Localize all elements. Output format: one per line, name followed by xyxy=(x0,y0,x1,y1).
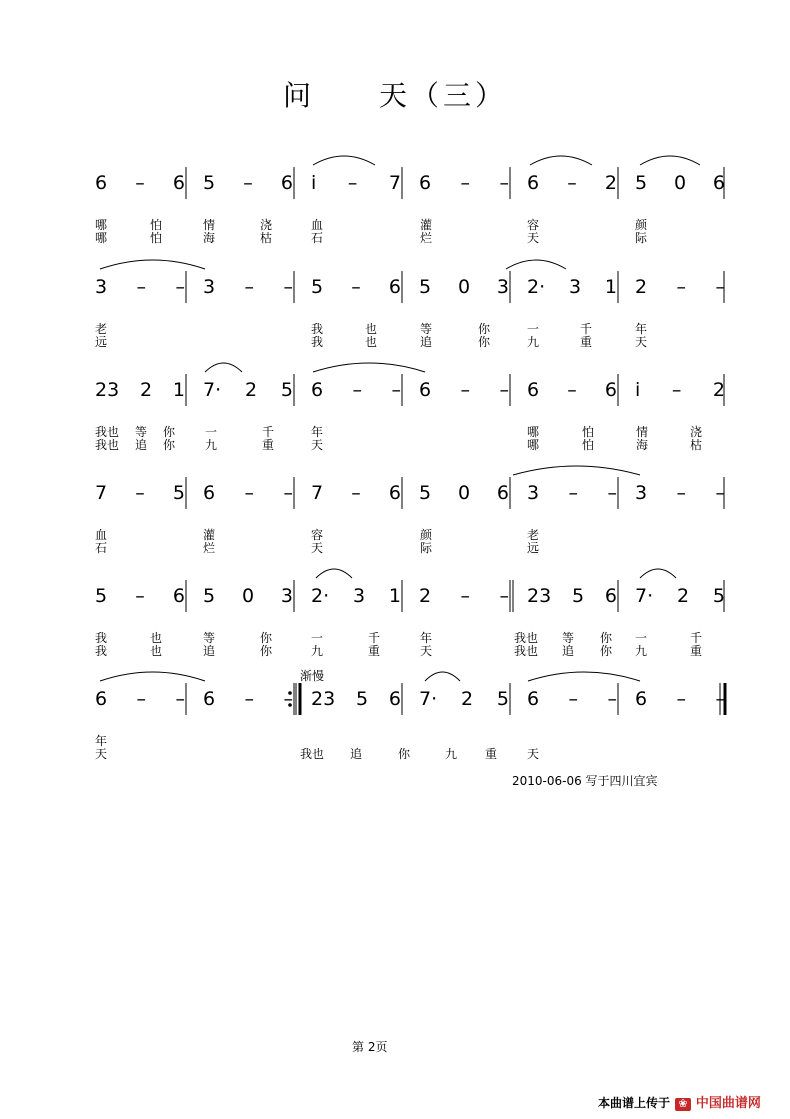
lyric-syllable: 哪 xyxy=(95,231,108,245)
note: – xyxy=(244,482,255,504)
measure xyxy=(203,484,293,503)
note: – xyxy=(715,482,725,504)
measure xyxy=(527,484,617,503)
note: – xyxy=(283,482,293,504)
lyric-syllable: 容 xyxy=(527,218,540,232)
footer-brand-name: 中国曲谱网 xyxy=(695,1095,761,1110)
note: 23 xyxy=(95,379,120,401)
lyric-syllable: 灌 xyxy=(203,528,216,542)
tie-arc xyxy=(313,156,375,165)
note: – xyxy=(607,482,617,504)
note: – xyxy=(136,276,147,298)
note: 7· xyxy=(419,688,438,710)
note: 6 xyxy=(527,688,540,710)
note: 0 xyxy=(457,482,471,504)
measure xyxy=(635,690,725,709)
tie-arc xyxy=(316,569,352,578)
note: – xyxy=(460,585,471,607)
tie-arc xyxy=(513,466,640,475)
note: 6 xyxy=(712,172,725,194)
brand-logo-icon: ❀ xyxy=(675,1098,690,1111)
tie-arc xyxy=(640,156,700,165)
lyric-syllable: 也 xyxy=(150,631,163,645)
lyric-syllable: 远 xyxy=(527,541,540,555)
lyric-syllable: 情 xyxy=(636,425,649,439)
note: 7· xyxy=(635,585,654,607)
lyric-syllable: 千 xyxy=(580,322,593,336)
lyric-syllable: 年 xyxy=(311,425,324,439)
lyric-syllable: 年 xyxy=(420,631,433,645)
lyric-syllable: 老 xyxy=(527,528,540,542)
measure xyxy=(635,484,725,503)
lyric-syllable: 哪 xyxy=(527,438,540,452)
note: 6 xyxy=(203,482,216,504)
lyric-syllable: 你 xyxy=(260,631,273,645)
lyric-syllable: 九 xyxy=(311,644,324,658)
note: 6 xyxy=(604,585,617,607)
tie-arc xyxy=(425,672,460,681)
lyric-syllable: 天 xyxy=(311,541,324,555)
measure xyxy=(311,484,401,503)
note: 5 xyxy=(712,585,725,607)
note: i xyxy=(635,379,641,401)
note: 6 xyxy=(388,482,401,504)
lyric-syllable: 怕 xyxy=(582,438,595,452)
note: 3 xyxy=(527,482,540,504)
tie-arc xyxy=(528,672,640,681)
lyric-syllable: 追 xyxy=(135,438,148,452)
tie-arc xyxy=(640,569,676,578)
lyric-syllable: 浇 xyxy=(260,218,273,232)
measure xyxy=(203,587,293,606)
lyric-syllable: 也 xyxy=(150,644,163,658)
lyric-syllable: 哪 xyxy=(95,218,108,232)
note: 6 xyxy=(388,276,401,298)
lyric-syllable: 我 xyxy=(311,335,324,349)
note: 2 xyxy=(140,379,153,401)
note: 5 xyxy=(95,585,108,607)
lyric-syllable: 际 xyxy=(420,541,433,555)
note: – xyxy=(607,688,617,710)
lyric-syllable: 重 xyxy=(368,644,381,658)
lyric-syllable: 血 xyxy=(311,218,324,232)
lyric-syllable: 怕 xyxy=(150,218,163,232)
measure xyxy=(203,690,293,709)
lyric-syllable: 天 xyxy=(635,335,648,349)
note: – xyxy=(715,276,725,298)
measure xyxy=(419,690,509,709)
lyric-syllable: 我也 xyxy=(514,644,539,658)
note: – xyxy=(283,276,293,298)
note: 6 xyxy=(527,379,540,401)
note: – xyxy=(135,482,145,504)
lyric-syllable: 我也 xyxy=(300,747,325,761)
measure xyxy=(527,587,617,606)
note: – xyxy=(135,585,145,607)
lyric-syllable: 际 xyxy=(635,231,648,245)
footer-upload-text: 本曲谱上传于 xyxy=(598,1096,671,1110)
note: – xyxy=(676,688,687,710)
note: 2 xyxy=(676,585,690,607)
note: 5 xyxy=(419,276,432,298)
lyric-syllable: 年 xyxy=(95,734,108,748)
lyric-syllable: 灌 xyxy=(420,218,433,232)
note: 5 xyxy=(203,585,216,607)
note: 6 xyxy=(527,172,540,194)
note: 3 xyxy=(352,585,366,607)
lyric-syllable: 怕 xyxy=(582,425,595,439)
note: 5 xyxy=(572,585,585,607)
note: 6 xyxy=(280,172,293,194)
note: – xyxy=(671,379,682,401)
note: 7· xyxy=(203,379,222,401)
note: 5 xyxy=(203,172,216,194)
lyric-syllable: 天 xyxy=(95,747,108,761)
note: 6 xyxy=(172,585,185,607)
lyric-syllable: 哪 xyxy=(527,425,540,439)
note: 2 xyxy=(712,379,725,401)
note: 5 xyxy=(419,482,432,504)
lyric-syllable: 一 xyxy=(635,631,648,645)
lyric-syllable: 九 xyxy=(635,644,648,658)
tie-arc xyxy=(313,363,425,372)
measure xyxy=(419,587,509,606)
measure xyxy=(527,690,617,709)
lyric-syllable: 远 xyxy=(95,335,108,349)
note: 2 xyxy=(635,276,648,298)
note: 5 xyxy=(496,688,509,710)
lyric-syllable: 天 xyxy=(311,438,324,452)
lyric-syllable: 天 xyxy=(527,231,540,245)
note: – xyxy=(499,379,509,401)
note: 3 xyxy=(95,276,108,298)
lyric-syllable: 烂 xyxy=(203,541,216,555)
note: – xyxy=(567,379,577,401)
note: – xyxy=(499,172,509,194)
note: i xyxy=(311,172,317,194)
note: 1 xyxy=(388,585,401,607)
lyric-syllable: 我也 xyxy=(95,425,120,439)
lyric-syllable: 你 xyxy=(600,631,613,645)
lyric-syllable: 九 xyxy=(205,438,218,452)
lyric-syllable: 老 xyxy=(95,322,108,336)
note: – xyxy=(135,172,145,194)
lyric-syllable: 等 xyxy=(562,631,575,645)
lyric-syllable: 我 xyxy=(95,631,108,645)
note: 6 xyxy=(388,688,401,710)
lyric-syllable: 海 xyxy=(203,231,216,245)
note: – xyxy=(351,482,361,504)
measure xyxy=(203,278,293,297)
lyric-syllable: 我也 xyxy=(514,631,539,645)
note: 23 xyxy=(311,688,336,710)
note: 6 xyxy=(604,379,617,401)
note: – xyxy=(460,379,471,401)
note: – xyxy=(460,172,471,194)
measure xyxy=(635,174,725,193)
measure xyxy=(419,174,509,193)
note: – xyxy=(243,172,253,194)
lyric-syllable: 我 xyxy=(311,322,324,336)
note: – xyxy=(568,688,579,710)
note: 2 xyxy=(604,172,617,194)
note: – xyxy=(676,276,687,298)
lyric-syllable: 重 xyxy=(485,747,498,761)
lyric-syllable: 一 xyxy=(205,425,218,439)
note: – xyxy=(136,688,147,710)
note: 2 xyxy=(244,379,258,401)
note: 5 xyxy=(635,172,648,194)
note: – xyxy=(567,172,577,194)
measure xyxy=(95,278,185,297)
lyric-syllable: 血 xyxy=(95,528,108,542)
note: 7 xyxy=(95,482,108,504)
lyric-syllable: 天 xyxy=(420,644,433,658)
lyric-syllable: 你 xyxy=(398,747,411,761)
lyric-syllable: 情 xyxy=(203,218,216,232)
lyric-syllable: 等 xyxy=(135,425,148,439)
note: 5 xyxy=(172,482,185,504)
measure xyxy=(635,278,725,297)
date-note: 2010-06-06 写于四川宜宾 xyxy=(512,774,658,788)
lyric-syllable: 追 xyxy=(203,644,216,658)
note: – xyxy=(175,688,185,710)
lyric-syllable: 我 xyxy=(95,644,108,658)
lyric-syllable: 你 xyxy=(478,322,491,336)
footer-upload[interactable] xyxy=(598,1096,761,1111)
lyric-syllable: 颜 xyxy=(635,218,648,232)
note: – xyxy=(244,688,255,710)
lyric-syllable: 追 xyxy=(420,335,433,349)
measure xyxy=(95,174,185,193)
note: 5 xyxy=(356,688,369,710)
measure xyxy=(95,690,185,709)
tempo-mark: 渐慢 xyxy=(300,669,325,683)
measure xyxy=(311,587,401,606)
measure xyxy=(419,381,509,400)
lyric-syllable: 重 xyxy=(690,644,703,658)
note: – xyxy=(244,276,255,298)
song-title: 问 天（三） xyxy=(282,79,507,112)
lyric-syllable: 你 xyxy=(163,438,176,452)
lyric-syllable: 九 xyxy=(527,335,540,349)
lyric-syllable: 追 xyxy=(562,644,575,658)
note: 3 xyxy=(496,276,509,298)
note: – xyxy=(391,379,401,401)
measure xyxy=(419,484,509,503)
lyric-syllable: 也 xyxy=(365,335,378,349)
measure xyxy=(527,174,617,193)
tie-arc xyxy=(100,672,205,681)
note: 3 xyxy=(568,276,582,298)
lyric-syllable: 千 xyxy=(690,631,703,645)
lyric-syllable: 你 xyxy=(260,644,273,658)
note: 0 xyxy=(673,172,687,194)
note: – xyxy=(568,482,579,504)
lyric-syllable: 追 xyxy=(350,747,363,761)
note: 2· xyxy=(527,276,546,298)
lyric-syllable: 烂 xyxy=(420,231,433,245)
measure xyxy=(95,484,185,503)
lyric-syllable: 容 xyxy=(311,528,324,542)
lyric-syllable: 你 xyxy=(478,335,491,349)
lyric-syllable: 石 xyxy=(311,231,324,245)
note: 5 xyxy=(280,379,293,401)
note: 6 xyxy=(172,172,185,194)
tie-arc xyxy=(530,156,592,165)
lyric-syllable: 年 xyxy=(635,322,648,336)
lyric-syllable: 你 xyxy=(600,644,613,658)
note: – xyxy=(676,482,687,504)
measure xyxy=(95,587,185,606)
lyric-syllable: 千 xyxy=(262,425,275,439)
note: 2 xyxy=(419,585,432,607)
note: 23 xyxy=(527,585,552,607)
lyric-syllable: 等 xyxy=(420,322,433,336)
note: 6 xyxy=(496,482,509,504)
measure xyxy=(311,278,401,297)
note: 6 xyxy=(311,379,324,401)
note: 7 xyxy=(311,482,324,504)
measure xyxy=(311,381,401,400)
lyric-syllable: 等 xyxy=(203,631,216,645)
lyric-syllable: 重 xyxy=(262,438,275,452)
lyric-syllable: 颜 xyxy=(420,528,433,542)
lyric-syllable: 九 xyxy=(445,747,458,761)
note: 2 xyxy=(460,688,474,710)
lyric-syllable: 枯 xyxy=(690,438,703,452)
lyric-syllable: 石 xyxy=(95,541,108,555)
note: 0 xyxy=(457,276,471,298)
measure xyxy=(95,381,185,400)
note: – xyxy=(175,276,185,298)
lyric-syllable: 一 xyxy=(527,322,540,336)
lyric-syllable: 浇 xyxy=(690,425,703,439)
measure xyxy=(311,174,401,193)
note: 3 xyxy=(203,276,216,298)
note: 6 xyxy=(419,172,432,194)
lyric-syllable: 我也 xyxy=(95,438,120,452)
note: 7 xyxy=(388,172,401,194)
measure xyxy=(635,587,725,606)
measure xyxy=(419,278,509,297)
lyric-syllable: 天 xyxy=(527,747,540,761)
note: 0 xyxy=(241,585,255,607)
measure xyxy=(311,690,401,709)
lyric-syllable: 一 xyxy=(311,631,324,645)
note: 5 xyxy=(311,276,324,298)
tie-arc xyxy=(205,363,242,372)
lyric-syllable: 千 xyxy=(368,631,381,645)
measure xyxy=(203,174,293,193)
note: – xyxy=(347,172,358,194)
note: 6 xyxy=(95,688,108,710)
lyric-syllable: 怕 xyxy=(150,231,163,245)
note: 6 xyxy=(419,379,432,401)
tie-arc xyxy=(100,260,205,269)
measure xyxy=(203,381,293,400)
note: 2· xyxy=(311,585,330,607)
tie-arc xyxy=(506,260,566,269)
note: – xyxy=(715,688,725,710)
note: – xyxy=(283,688,293,710)
note: – xyxy=(352,379,363,401)
note: – xyxy=(499,585,509,607)
note: 1 xyxy=(172,379,185,401)
note: 6 xyxy=(203,688,216,710)
note: 6 xyxy=(95,172,108,194)
note: 3 xyxy=(635,482,648,504)
measure xyxy=(527,381,617,400)
lyric-syllable: 海 xyxy=(636,438,649,452)
note: 6 xyxy=(635,688,648,710)
note: 1 xyxy=(604,276,617,298)
measure xyxy=(527,278,617,297)
note: 3 xyxy=(280,585,293,607)
lyric-syllable: 你 xyxy=(163,425,176,439)
lyric-syllable: 枯 xyxy=(260,231,273,245)
note: – xyxy=(351,276,361,298)
lyric-syllable: 重 xyxy=(580,335,593,349)
lyric-syllable: 也 xyxy=(365,322,378,336)
page-number: 第 2页 xyxy=(352,1040,388,1054)
measure xyxy=(635,381,725,400)
